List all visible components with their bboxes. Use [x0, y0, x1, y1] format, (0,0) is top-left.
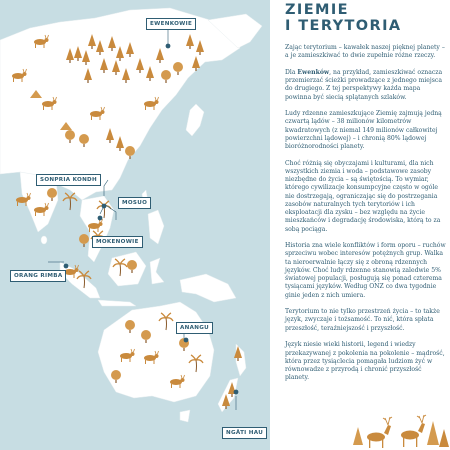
- label-mosuo: MOSUO: [118, 197, 151, 209]
- title-line-2: I TERYTORIA: [285, 18, 402, 34]
- page-title: [285, 2, 402, 34]
- label-anangu: ANANGU: [176, 322, 213, 334]
- body-text: [285, 44, 447, 391]
- paragraph-6: Terytorium to nie tylko przestrzeń życia – to także język, zwyczaje i tożsamość. To nić, która spłata przeszłość, teraźniejszość i przyszłość.: [285, 308, 440, 332]
- paragraph-7: Język niesie wieki historii, legend i wiedzy przekazywanej z pokolenia na pokolenie – mądrość, która przez tysiąclecia pomagała ludziom żyć w równowadze z przyrodą i chronić przyszłość planety.: [285, 341, 445, 382]
- paragraph-1: Zając terytorium – kawałek naszej pięknej planety – a je zamieszkiwać to dwie zupełnie różne rzeczy.: [285, 44, 445, 60]
- label-sonpria-kondh: SONPRIA KONDH: [36, 174, 101, 186]
- ewenkowie-emphasis: Ewenków: [297, 68, 330, 76]
- label-ngati-hau: NGĀTI HAU: [222, 427, 267, 439]
- text-column: [270, 0, 450, 450]
- paragraph-2: Dla Ewenków, na przykład, zamieszkiwać oznacza przemierzać ścieżki prowadzące z jednego miejsca do drugiego. Z tej perspektywy każda mapa powinna być siecią splątanych szlaków.: [285, 68, 443, 101]
- label-mokenowie: MOKENOWIE: [92, 236, 143, 248]
- paragraph-5: Historia zna wiele konfliktów i form oporu – ruchów sprzeciwu wobec interesów potężnych grup. Walka ta nieroerwalnie łączy się z obroną rdzennych języków. Choć ludy rdzenne stanowią zaledwie 5% światowej populacji, posługują się ponad czterema tysiącami języków. Według ONZ co dwa tygodnie ginie jeden z nich umiera.: [285, 242, 446, 299]
- label-orang-rimba: ORANG RIMBA: [10, 270, 66, 282]
- paragraph-4: Choć różnią się obyczajami i kulturami, dla nich wszystkich ziemia i woda – podstawowe zasoby niezbędne do życia – są świętością. To wymiar, którego cywilizacje konsumpcyjne często w ogóle nie dostrzegają, ograniczając się do postrzegania zasobów naturalnych tych terytoriów i ich eksploatacji dla zysku – bez względu na życie mieszkańców i degradację środowiska, którą to za sobą pociąga.: [285, 159, 441, 233]
- paragraph-3: Ludy rdzenne zamieszkujące Ziemię zajmują jedną czwartą lądów – 38 milionów kilometrów kwadratowych (z niemal 149 milionów całkowitej powierzchni lądowej) – i chronią 80% lądowej bioróżnorodności planety.: [285, 110, 442, 151]
- label-ewenkowie: EWENKOWIE: [146, 18, 196, 30]
- title-line-1: ZIEMIE: [285, 2, 349, 18]
- deer-illustration: [270, 405, 450, 450]
- landmass: [0, 8, 262, 422]
